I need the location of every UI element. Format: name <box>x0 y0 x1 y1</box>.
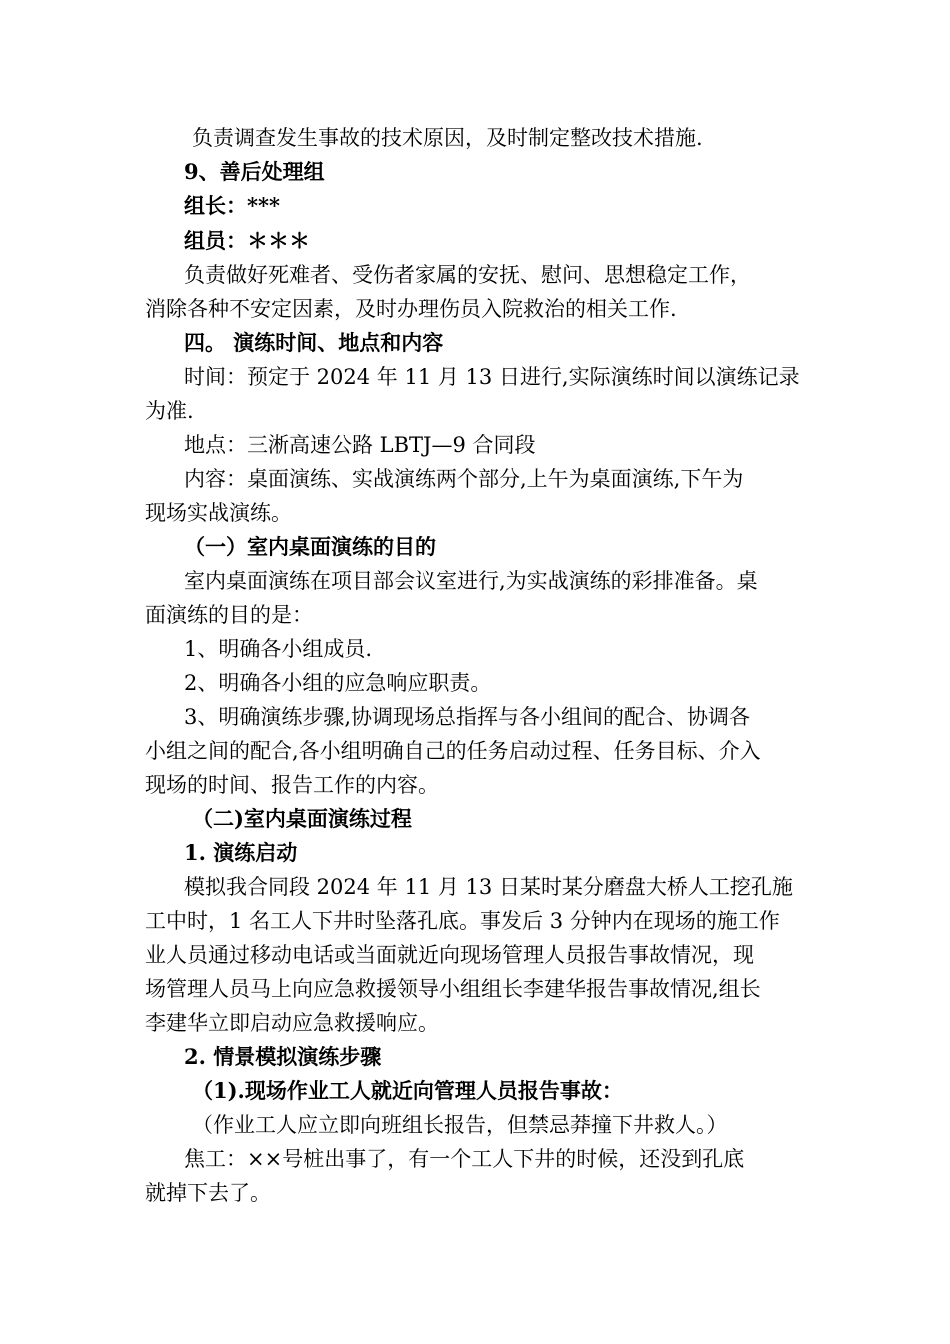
paragraph-line: 负责做好死难者、受伤者家属的安抚、慰问、思想稳定工作， <box>184 263 751 287</box>
paragraph-line: 场管理人员马上向应急救援领导小组组长李建华报告事故情况,组长 <box>145 977 761 1001</box>
paragraph-line: 时间：预定于 2024 年 11 月 13 日进行,实际演练时间以演练记录 <box>184 365 800 389</box>
list-item: 3、明确演练步骤,协调现场总指挥与各小组间的配合、协调各 <box>184 705 751 729</box>
paragraph-line: 模拟我合同段 2024 年 11 月 13 日某时某分磨盘大桥人工挖孔施 <box>184 875 793 899</box>
list-item: 1、明确各小组成员. <box>184 637 373 661</box>
paragraph-line: 地点：三淅高速公路 LBTJ—9 合同段 <box>184 433 536 457</box>
paragraph-line: 为准. <box>145 399 194 423</box>
step-heading: 1. 演练启动 <box>184 840 298 865</box>
paragraph-line: 工中时，1 名工人下井时坠落孔底。事发后 3 分钟内在现场的施工作 <box>145 909 780 933</box>
paragraph-line: （作业工人应立即向班组长报告，但禁忌莽撞下井救人。） <box>192 1113 728 1137</box>
subsection-heading: （一）室内桌面演练的目的 <box>184 534 436 559</box>
dialogue-line: 就掉下去了。 <box>145 1181 271 1205</box>
group-leader-line: 组长：*** <box>184 193 280 218</box>
list-item: 2、明确各小组的应急响应职责。 <box>184 671 492 695</box>
paragraph-line: 面演练的目的是： <box>145 603 313 627</box>
paragraph-line: 小组之间的配合,各小组明确自己的任务启动过程、任务目标、介入 <box>145 739 761 763</box>
step-heading: 2. 情景模拟演练步骤 <box>184 1044 382 1069</box>
section-heading: 四。 演练时间、地点和内容 <box>184 330 444 355</box>
paragraph-line: 业人员通过移动电话或当面就近向现场管理人员报告事故情况，现 <box>145 943 754 967</box>
section-heading: 9、善后处理组 <box>184 159 325 184</box>
sub-step-heading: （1).现场作业工人就近向管理人员报告事故： <box>192 1078 623 1103</box>
group-member-line: 组员：＊＊＊ <box>184 228 310 253</box>
paragraph-line: 现场的时间、报告工作的内容。 <box>145 773 439 797</box>
paragraph-line: 负责调查发生事故的技术原因，及时制定整改技术措施. <box>192 126 703 150</box>
paragraph-line: 李建华立即启动应急救援响应。 <box>145 1011 439 1035</box>
paragraph-line: 现场实战演练。 <box>145 501 292 525</box>
dialogue-line: 焦工：××号桩出事了，有一个工人下井的时候，还没到孔底 <box>184 1147 745 1171</box>
paragraph-line: 室内桌面演练在项目部会议室进行,为实战演练的彩排准备。桌 <box>184 569 758 593</box>
subsection-heading: （二)室内桌面演练过程 <box>192 806 412 831</box>
paragraph-line: 内容：桌面演练、实战演练两个部分,上午为桌面演练,下午为 <box>184 467 744 491</box>
paragraph-line: 消除各种不安定因素，及时办理伤员入院救治的相关工作. <box>145 297 677 321</box>
